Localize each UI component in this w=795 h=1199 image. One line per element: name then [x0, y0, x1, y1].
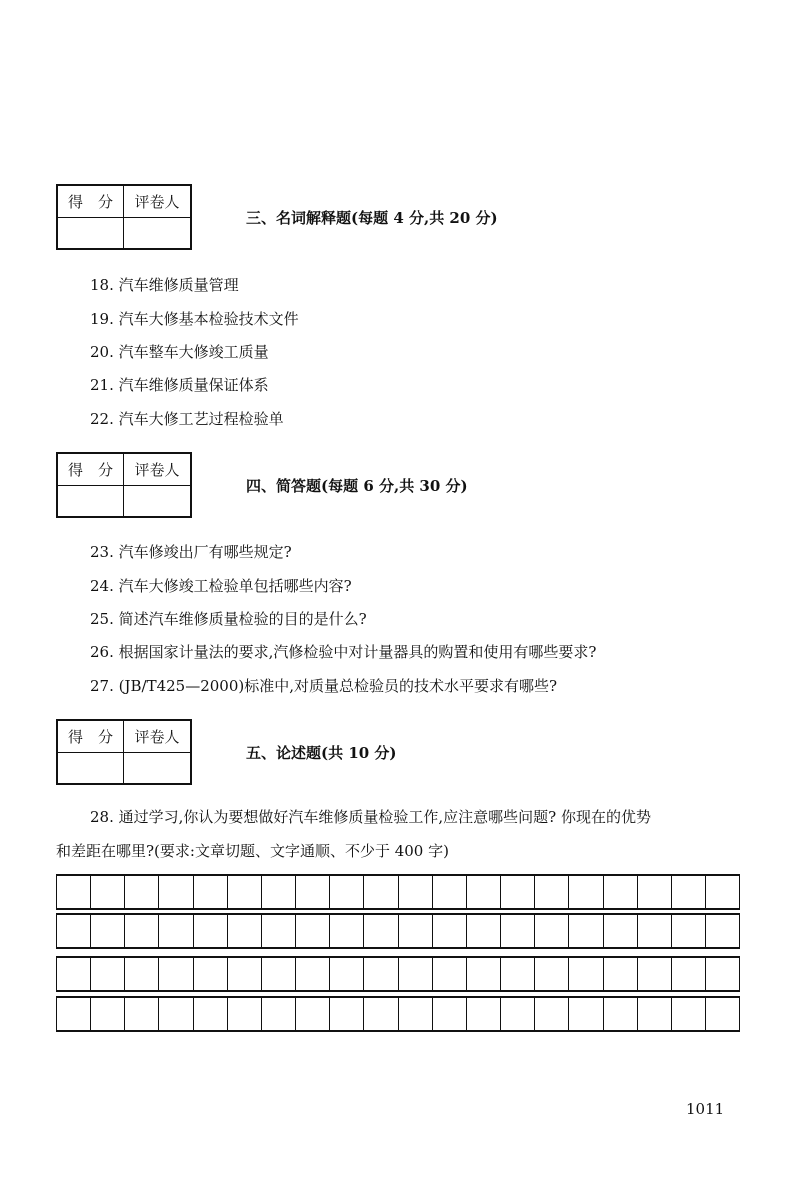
answer-grid-cell[interactable]: [329, 915, 363, 947]
section-title-5: 五、论述题(共 10 分): [246, 744, 397, 762]
score-label: 得 分: [58, 454, 124, 486]
answer-grid-row[interactable]: [56, 996, 740, 1032]
answer-grid-cell[interactable]: [90, 876, 124, 908]
answer-grid-cell[interactable]: [193, 876, 227, 908]
answer-grid-cell[interactable]: [637, 876, 671, 908]
answer-grid-cell[interactable]: [500, 876, 534, 908]
score-box-section-4: [56, 452, 192, 518]
answer-grid-cell[interactable]: [568, 958, 602, 990]
question-27: 27. (JB/T425—2000)标准中,对质量总检验员的技术水平要求有哪些?: [90, 677, 558, 695]
answer-grid-cell[interactable]: [398, 915, 432, 947]
grader-cell[interactable]: [124, 218, 190, 248]
question-28-line-2: 和差距在哪里?(要求:文章切题、文字通顺、不少于 400 字): [56, 842, 449, 860]
answer-grid-cell[interactable]: [227, 998, 261, 1030]
grader-cell[interactable]: [124, 753, 190, 783]
answer-grid-cell[interactable]: [124, 998, 158, 1030]
question-28-line-1: 28. 通过学习,你认为要想做好汽车维修质量检验工作,应注意哪些问题? 你现在的优势: [90, 808, 651, 826]
answer-grid-cell[interactable]: [432, 958, 466, 990]
answer-grid-cell[interactable]: [398, 998, 432, 1030]
answer-grid-cell[interactable]: [671, 958, 705, 990]
answer-grid-cell[interactable]: [534, 998, 568, 1030]
answer-grid-cell[interactable]: [227, 876, 261, 908]
answer-grid-cell[interactable]: [329, 958, 363, 990]
grader-label: 评卷人: [124, 454, 190, 486]
answer-grid-cell[interactable]: [500, 958, 534, 990]
answer-grid-cell[interactable]: [90, 915, 124, 947]
answer-grid-cell[interactable]: [671, 915, 705, 947]
answer-grid-row[interactable]: [56, 913, 740, 949]
answer-grid-cell[interactable]: [124, 958, 158, 990]
score-box-section-3: [56, 184, 192, 250]
answer-grid-cell[interactable]: [603, 915, 637, 947]
answer-grid-cell[interactable]: [705, 958, 740, 990]
grader-label: 评卷人: [124, 186, 190, 218]
answer-grid-cell[interactable]: [295, 876, 329, 908]
answer-grid-cell[interactable]: [363, 915, 397, 947]
question-19: 19. 汽车大修基本检验技术文件: [90, 310, 299, 328]
answer-grid-cell[interactable]: [261, 876, 295, 908]
answer-grid-cell[interactable]: [124, 876, 158, 908]
answer-grid-cell[interactable]: [568, 876, 602, 908]
answer-grid-cell[interactable]: [398, 876, 432, 908]
answer-grid-cell[interactable]: [56, 915, 90, 947]
answer-grid-cell[interactable]: [56, 958, 90, 990]
question-24: 24. 汽车大修竣工检验单包括哪些内容?: [90, 577, 352, 595]
answer-grid-cell[interactable]: [295, 998, 329, 1030]
answer-grid-cell[interactable]: [329, 876, 363, 908]
grader-cell[interactable]: [124, 486, 190, 516]
answer-grid-cell[interactable]: [568, 915, 602, 947]
answer-grid-cell[interactable]: [329, 998, 363, 1030]
answer-grid-cell[interactable]: [227, 915, 261, 947]
question-23: 23. 汽车修竣出厂有哪些规定?: [90, 543, 292, 561]
question-25: 25. 简述汽车维修质量检验的目的是什么?: [90, 610, 367, 628]
score-box-section-5: [56, 719, 192, 785]
answer-grid-cell[interactable]: [603, 998, 637, 1030]
answer-grid-cell[interactable]: [466, 958, 500, 990]
answer-grid-cell[interactable]: [295, 958, 329, 990]
grader-label: 评卷人: [124, 721, 190, 753]
answer-grid-cell[interactable]: [637, 915, 671, 947]
answer-grid-cell[interactable]: [466, 915, 500, 947]
answer-grid-cell[interactable]: [398, 958, 432, 990]
answer-grid-cell[interactable]: [158, 998, 192, 1030]
answer-grid-cell[interactable]: [705, 915, 740, 947]
page-number: 1011: [686, 1100, 725, 1118]
answer-grid-cell[interactable]: [568, 998, 602, 1030]
answer-grid-cell[interactable]: [432, 998, 466, 1030]
answer-grid-row[interactable]: [56, 874, 740, 910]
answer-grid-cell[interactable]: [158, 876, 192, 908]
answer-grid-cell[interactable]: [261, 958, 295, 990]
answer-grid-cell[interactable]: [432, 876, 466, 908]
section-title-4: 四、简答题(每题 6 分,共 30 分): [246, 477, 468, 495]
answer-grid-cell[interactable]: [261, 998, 295, 1030]
answer-grid-cell[interactable]: [363, 958, 397, 990]
answer-grid-cell[interactable]: [90, 958, 124, 990]
answer-grid-cell[interactable]: [466, 998, 500, 1030]
answer-grid-cell[interactable]: [603, 876, 637, 908]
answer-grid-cell[interactable]: [534, 958, 568, 990]
answer-grid-cell[interactable]: [671, 876, 705, 908]
question-20: 20. 汽车整车大修竣工质量: [90, 343, 269, 361]
score-cell[interactable]: [58, 218, 124, 248]
answer-grid-cell[interactable]: [90, 998, 124, 1030]
answer-grid-cell[interactable]: [56, 998, 90, 1030]
question-22: 22. 汽车大修工艺过程检验单: [90, 410, 284, 428]
question-21: 21. 汽车维修质量保证体系: [90, 376, 269, 394]
question-18: 18. 汽车维修质量管理: [90, 276, 239, 294]
answer-grid-cell[interactable]: [534, 915, 568, 947]
score-cell[interactable]: [58, 753, 124, 783]
answer-grid-cell[interactable]: [432, 915, 466, 947]
answer-grid-row[interactable]: [56, 956, 740, 992]
answer-grid-cell[interactable]: [637, 958, 671, 990]
answer-grid-cell[interactable]: [158, 915, 192, 947]
answer-grid-cell[interactable]: [193, 998, 227, 1030]
answer-grid-cell[interactable]: [705, 876, 740, 908]
answer-grid-cell[interactable]: [261, 915, 295, 947]
answer-grid-cell[interactable]: [124, 915, 158, 947]
answer-grid-cell[interactable]: [363, 876, 397, 908]
score-label: 得 分: [58, 186, 124, 218]
answer-grid-cell[interactable]: [637, 998, 671, 1030]
answer-grid-cell[interactable]: [500, 998, 534, 1030]
answer-grid-cell[interactable]: [193, 958, 227, 990]
score-label: 得 分: [58, 721, 124, 753]
answer-grid-cell[interactable]: [363, 998, 397, 1030]
answer-grid-cell[interactable]: [158, 958, 192, 990]
answer-grid-cell[interactable]: [705, 998, 740, 1030]
answer-grid-cell[interactable]: [295, 915, 329, 947]
answer-grid-cell[interactable]: [500, 915, 534, 947]
answer-grid-cell[interactable]: [193, 915, 227, 947]
answer-grid-cell[interactable]: [466, 876, 500, 908]
answer-grid-cell[interactable]: [603, 958, 637, 990]
answer-grid-cell[interactable]: [227, 958, 261, 990]
score-cell[interactable]: [58, 486, 124, 516]
answer-grid-cell[interactable]: [56, 876, 90, 908]
answer-grid-cell[interactable]: [671, 998, 705, 1030]
answer-grid-cell[interactable]: [534, 876, 568, 908]
question-26: 26. 根据国家计量法的要求,汽修检验中对计量器具的购置和使用有哪些要求?: [90, 643, 597, 661]
section-title-3: 三、名词解释题(每题 4 分,共 20 分): [246, 209, 498, 227]
